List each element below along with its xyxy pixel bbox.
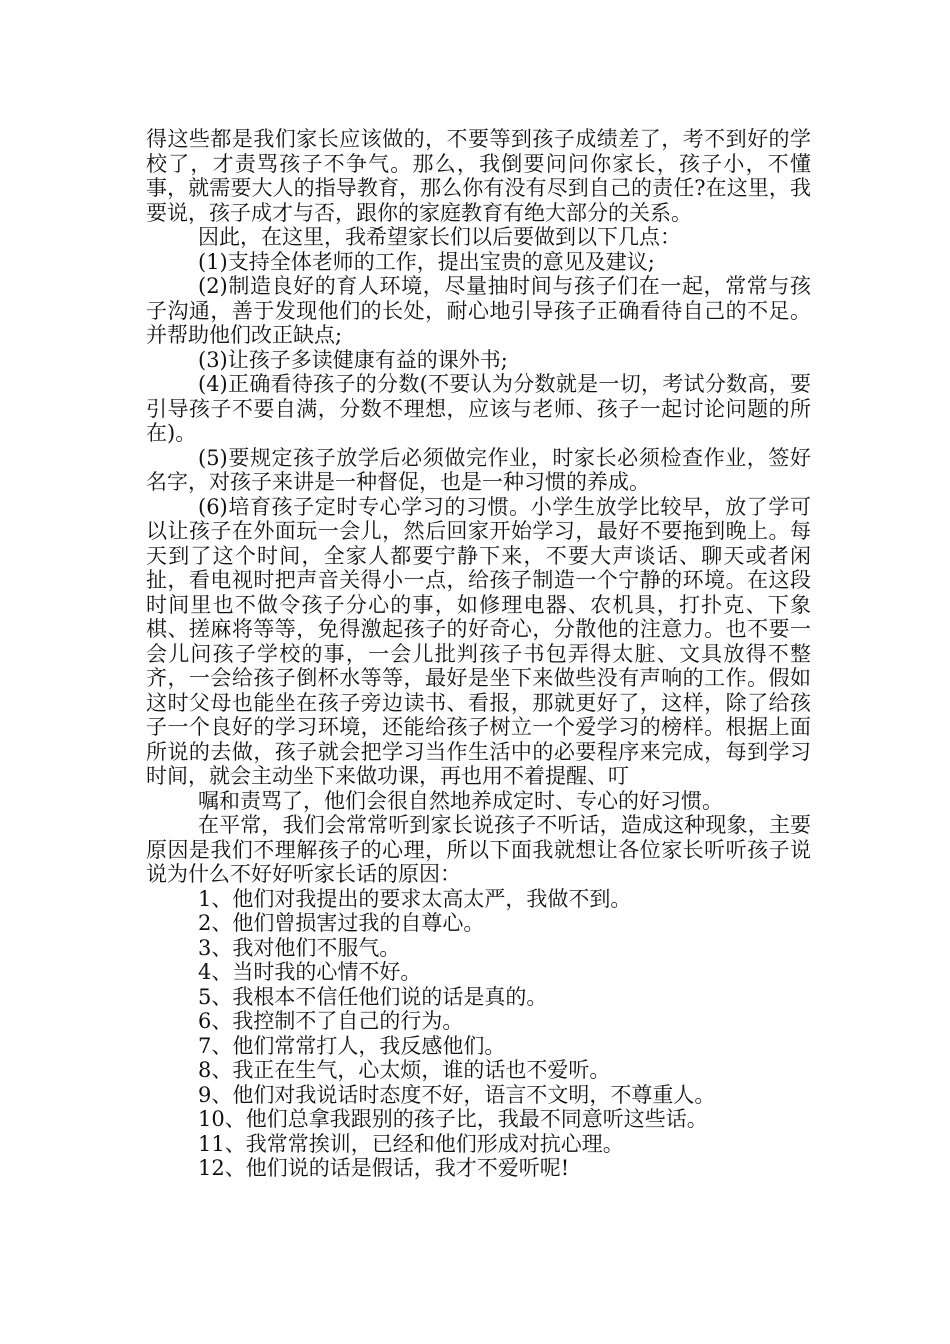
list-item: 12、他们说的话是假话，我才不爱听呢!	[198, 1156, 570, 1180]
paragraph: 因此，在这里，我希望家长们以后要做到以下几点：	[198, 225, 681, 249]
list-item: (1)支持全体老师的工作，提出宝贵的意见及建议;	[198, 249, 655, 274]
list-item: 1、他们对我提出的要求太高太严，我做不到。	[198, 886, 632, 911]
list-item: (4)正确看待孩子的分数(不要认为分数就是一切，考试分数高，要引导孩子不要自满，分数不理想，应该与老师、孩子一起讨论问题的所在)。	[146, 372, 811, 445]
paragraph: 得这些都是我们家长应该做的，不要等到孩子成绩差了，考不到好的学校了，才责骂孩子不争气。那么，我倒要问问你家长，孩子小，不懂事，就需要大人的指导教育，那么你有没有尽到自己的责任?在这里，我要说，孩子成才与否，跟你的家庭教育有绝大部分的关系。	[146, 127, 811, 225]
list-item: (2)制造良好的育人环境，尽量抽时间与孩子们在一起，常常与孩子沟通，善于发现他们的长处，耐心地引导孩子正确看待自己的不足。并帮助他们改正缺点;	[146, 274, 811, 347]
list-item: 2、他们曾损害过我的自尊心。	[198, 911, 485, 935]
list-item: 9、他们对我说话时态度不好，语言不文明，不尊重人。	[198, 1082, 716, 1107]
document-body	[146, 127, 811, 1181]
list-item: 11、我常常挨训，已经和他们形成对抗心理。	[198, 1131, 624, 1156]
paragraph: 嘱和责骂了，他们会很自然地养成定时、专心的好习惯。	[198, 788, 723, 813]
list-item: 7、他们常常打人，我反感他们。	[198, 1033, 506, 1058]
list-item: (3)让孩子多读健康有益的课外书;	[198, 347, 508, 372]
list-item: 3、我对他们不服气。	[198, 935, 401, 960]
paragraph: 在平常，我们会常常听到家长说孩子不听话，造成这种现象，主要原因是我们不理解孩子的心理，所以下面我就想让各位家长听听孩子说说为什么不好好听家长话的原因：	[146, 813, 811, 886]
list-item: 8、我正在生气，心太烦，谁的话也不爱听。	[198, 1058, 611, 1082]
list-item: 10、他们总拿我跟别的孩子比，我最不同意听这些话。	[198, 1107, 708, 1131]
list-item: (5)要规定孩子放学后必须做完作业，时家长必须检查作业，签好名字，对孩子来讲是一种督促，也是一种习惯的养成。	[146, 445, 811, 494]
list-item: 5、我根本不信任他们说的话是真的。	[198, 984, 548, 1009]
list-item: (6)培育孩子定时专心学习的习惯。小学生放学比较早，放了学可以让孩子在外面玩一会儿，然后回家开始学习，最好不要拖到晚上。每天到了这个时间，全家人都要宁静下来，不要大声谈话、聊天或者闲扯，看电视时把声音关得小一点，给孩子制造一个宁静的环境。在这段时间里也不做令孩子分心的事，如修理电器、农机具，打扑克、下象棋、搓麻将等等，免得激起孩子的好奇心，分散他的注意力。也不要一会儿问孩子学校的事，一会儿批判孩子书包弄得太脏、文具放得不整齐，一会给孩子倒杯水等等，最好是坐下来做些没有声响的工作。假如这时父母也能坐在孩子旁边读书、看报，那就更好了，这样，除了给孩子一个良好的学习环境，还能给孩子树立一个爱学习的榜样。根据上面所说的去做，孩子就会把学习当作生活中的必要程序来完成，每到学习时间，就会主动坐下来做功课，再也用不着提醒、叮	[146, 494, 811, 788]
list-item: 4、当时我的心情不好。	[198, 960, 422, 984]
list-item: 6、我控制不了自己的行为。	[198, 1009, 464, 1033]
